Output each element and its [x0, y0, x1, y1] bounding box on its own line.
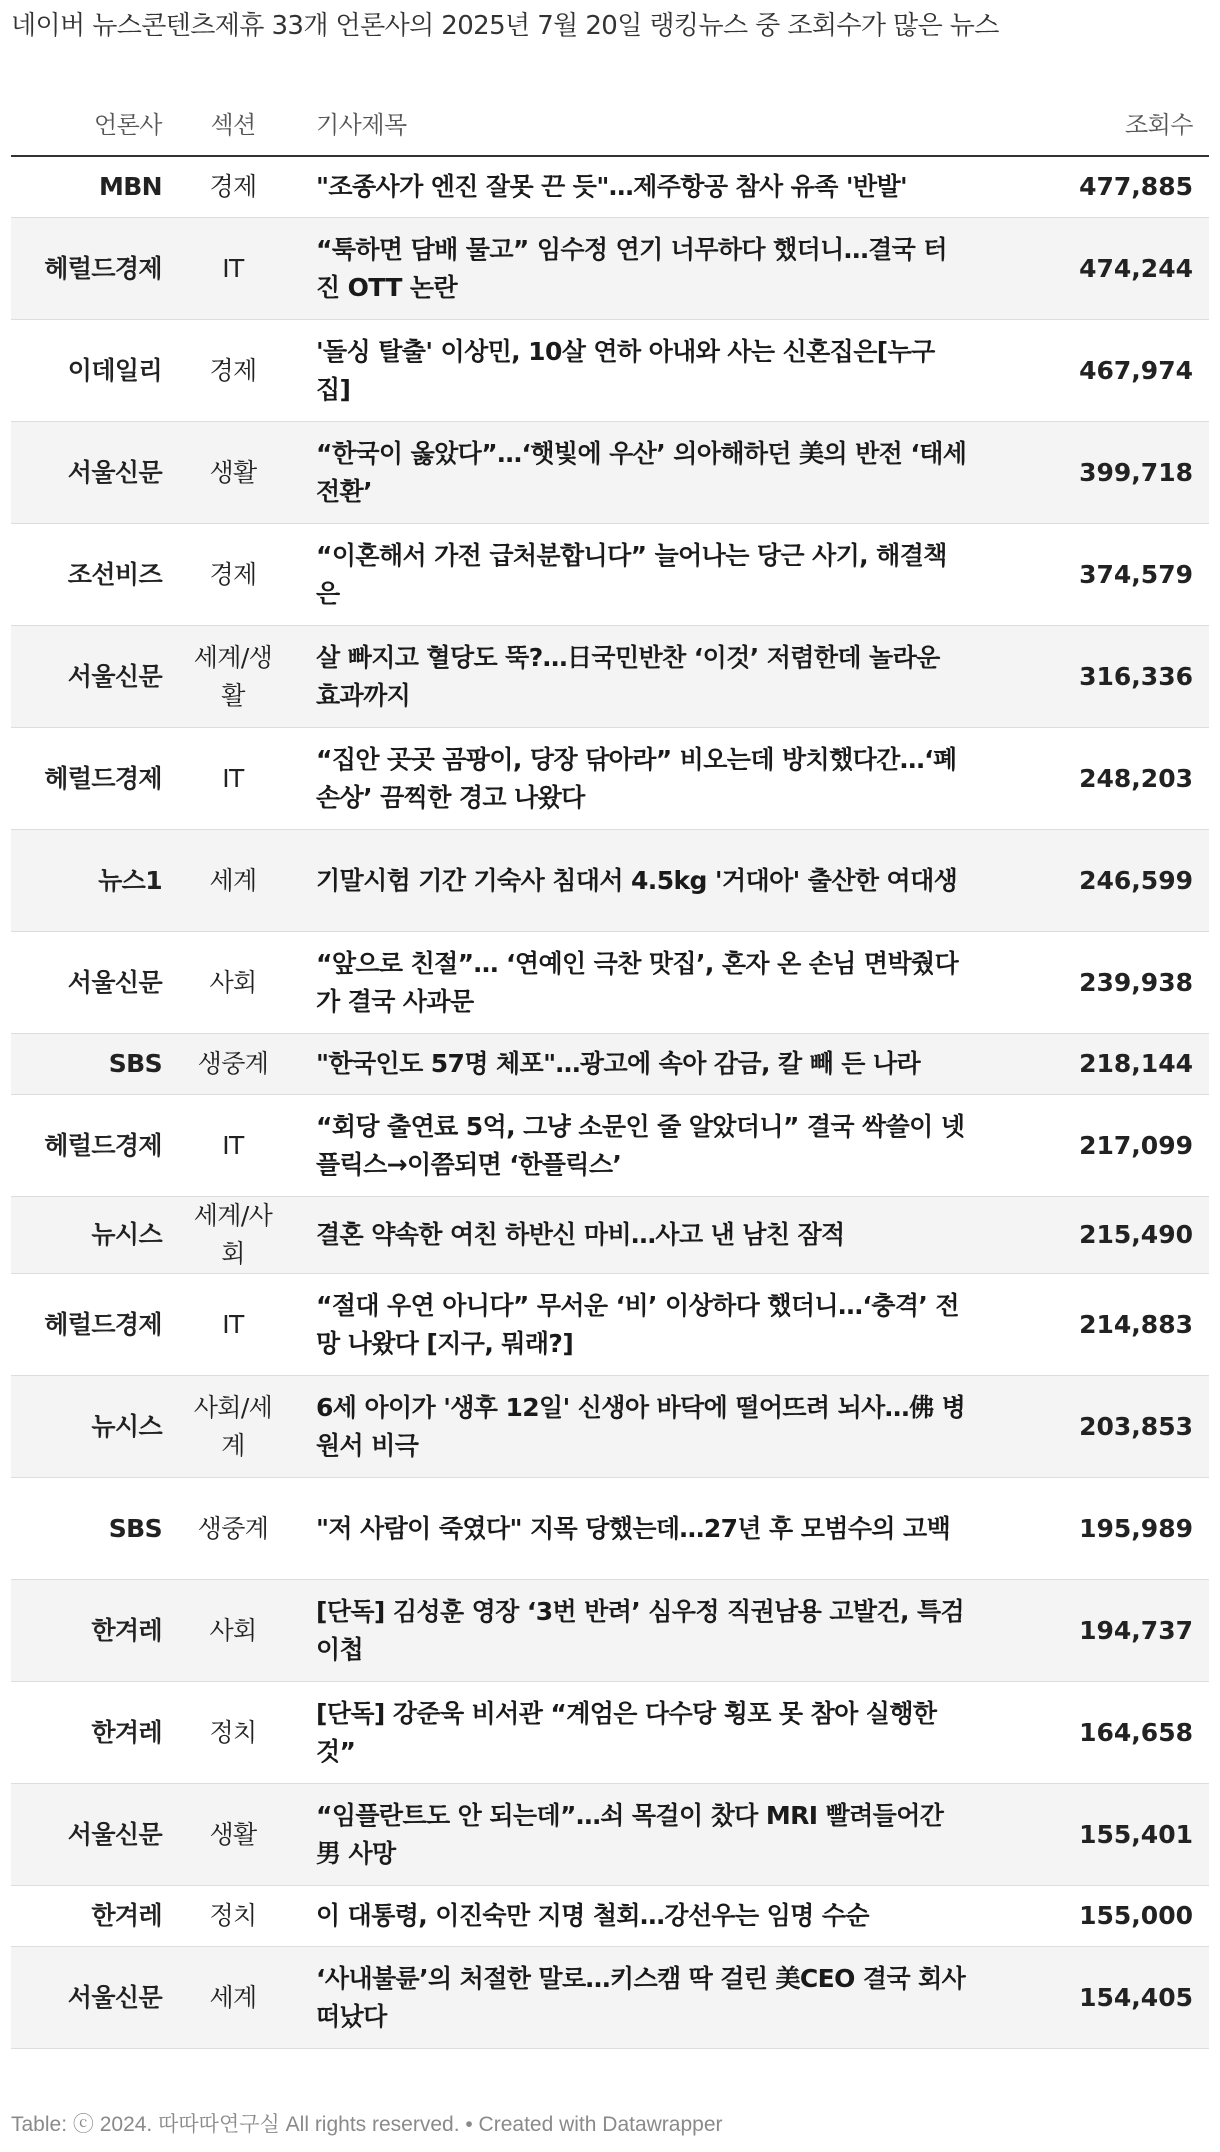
article-title-cell: "한국인도 57명 체포"…광고에 속아 감금, 칼 빼 든 나라: [288, 1034, 1019, 1095]
article-title-cell: 이 대통령, 이진숙만 지명 철회…강선우는 임명 수순: [288, 1886, 1019, 1947]
section-cell: 사회/세계: [178, 1376, 288, 1478]
table-row: [11, 1478, 1209, 1580]
views-cell: 246,599: [1019, 830, 1209, 932]
section-cell: 세계/사회: [178, 1197, 288, 1274]
article-title-cell: “임플란트도 안 되는데”…쇠 목걸이 찼다 MRI 빨려들어간 男 사망: [288, 1784, 1019, 1886]
table-body: [11, 156, 1209, 2049]
table-row: [11, 1274, 1209, 1376]
publisher-cell: 서울신문: [11, 422, 178, 524]
article-title-cell: “앞으로 친절”… ‘연예인 극찬 맛집’, 혼자 온 손님 면박줬다가 결국 사과문: [288, 932, 1019, 1034]
section-cell: 경제: [178, 320, 288, 422]
table-footer: Table: ⓒ 2024. 따따따연구실 All rights reserved. • Created with Datawrapper: [11, 2113, 723, 2136]
table-row: [11, 1095, 1209, 1197]
views-cell: 217,099: [1019, 1095, 1209, 1197]
table-row: [11, 1947, 1209, 2049]
views-cell: 467,974: [1019, 320, 1209, 422]
article-title-cell: 기말시험 기간 기숙사 침대서 4.5kg '거대아' 출산한 여대생: [288, 830, 1019, 932]
publisher-cell: SBS: [11, 1034, 178, 1095]
publisher-cell: 헤럴드경제: [11, 728, 178, 830]
views-cell: 239,938: [1019, 932, 1209, 1034]
section-cell: 정치: [178, 1682, 288, 1784]
table-row: [11, 524, 1209, 626]
article-title-cell: 결혼 약속한 여친 하반신 마비…사고 낸 남친 잠적: [288, 1197, 1019, 1274]
views-cell: 248,203: [1019, 728, 1209, 830]
table-row: [11, 1580, 1209, 1682]
publisher-cell: 이데일리: [11, 320, 178, 422]
section-cell: IT: [178, 218, 288, 320]
views-cell: 399,718: [1019, 422, 1209, 524]
section-cell: 경제: [178, 156, 288, 218]
section-cell: IT: [178, 1274, 288, 1376]
table-row: [11, 1886, 1209, 1947]
publisher-cell: 헤럴드경제: [11, 1095, 178, 1197]
publisher-cell: 헤럴드경제: [11, 218, 178, 320]
article-title-cell: “절대 우연 아니다” 무서운 ‘비’ 이상하다 했더니…‘충격’ 전망 나왔다 [지구, 뭐래?]: [288, 1274, 1019, 1376]
table-row: [11, 728, 1209, 830]
section-cell: 사회: [178, 932, 288, 1034]
section-cell: 사회: [178, 1580, 288, 1682]
article-title-cell: [단독] 강준욱 비서관 “계엄은 다수당 횡포 못 참아 실행한 것”: [288, 1682, 1019, 1784]
column-header-title[interactable]: 기사제목: [288, 90, 1019, 156]
article-title-cell: "조종사가 엔진 잘못 끈 듯"…제주항공 참사 유족 '반발': [288, 156, 1019, 218]
article-title-cell: "저 사람이 죽였다" 지목 당했는데…27년 후 모범수의 고백: [288, 1478, 1019, 1580]
table-row: [11, 156, 1209, 218]
views-cell: 316,336: [1019, 626, 1209, 728]
article-title-cell: [단독] 김성훈 영장 ‘3번 반려’ 심우정 직권남용 고발건, 특검 이첩: [288, 1580, 1019, 1682]
table-row: [11, 218, 1209, 320]
article-title-cell: “한국이 옳았다”…‘햇빛에 우산’ 의아해하던 美의 반전 ‘태세 전환’: [288, 422, 1019, 524]
publisher-cell: 서울신문: [11, 932, 178, 1034]
views-cell: 214,883: [1019, 1274, 1209, 1376]
table-row: [11, 1376, 1209, 1478]
views-cell: 474,244: [1019, 218, 1209, 320]
section-cell: 정치: [178, 1886, 288, 1947]
table-row: [11, 320, 1209, 422]
publisher-cell: 뉴시스: [11, 1197, 178, 1274]
section-cell: IT: [178, 728, 288, 830]
section-cell: 생활: [178, 1784, 288, 1886]
views-cell: 155,401: [1019, 1784, 1209, 1886]
publisher-cell: MBN: [11, 156, 178, 218]
publisher-cell: 한겨레: [11, 1580, 178, 1682]
section-cell: 세계: [178, 830, 288, 932]
publisher-cell: 조선비즈: [11, 524, 178, 626]
table-title: 네이버 뉴스콘텐츠제휴 33개 언론사의 2025년 7월 20일 랭킹뉴스 중 조회수가 많은 뉴스: [11, 11, 999, 41]
publisher-cell: 서울신문: [11, 1947, 178, 2049]
publisher-cell: 한겨레: [11, 1682, 178, 1784]
column-header-publisher[interactable]: 언론사: [11, 90, 178, 156]
article-title-cell: 6세 아이가 '생후 12일' 신생아 바닥에 떨어뜨려 뇌사…佛 병원서 비극: [288, 1376, 1019, 1478]
table-row: [11, 1682, 1209, 1784]
publisher-cell: 서울신문: [11, 626, 178, 728]
article-title-cell: ‘사내불륜’의 처절한 말로…키스캠 딱 걸린 美CEO 결국 회사 떠났다: [288, 1947, 1019, 2049]
article-title-cell: “툭하면 담배 물고” 임수정 연기 너무하다 했더니…결국 터진 OTT 논란: [288, 218, 1019, 320]
views-cell: 154,405: [1019, 1947, 1209, 2049]
article-title-cell: 살 빠지고 혈당도 뚝?…日국민반찬 ‘이것’ 저렴한데 놀라운 효과까지: [288, 626, 1019, 728]
views-cell: 203,853: [1019, 1376, 1209, 1478]
table-row: [11, 932, 1209, 1034]
column-header-views[interactable]: 조회수: [1019, 90, 1209, 156]
publisher-cell: SBS: [11, 1478, 178, 1580]
section-cell: 생중계: [178, 1034, 288, 1095]
views-cell: 215,490: [1019, 1197, 1209, 1274]
views-cell: 477,885: [1019, 156, 1209, 218]
table-row: [11, 1784, 1209, 1886]
views-cell: 194,737: [1019, 1580, 1209, 1682]
header-row: [11, 90, 1209, 156]
views-cell: 374,579: [1019, 524, 1209, 626]
ranking-news-table: [11, 90, 1209, 2049]
table-row: [11, 1197, 1209, 1274]
table-row: [11, 1034, 1209, 1095]
table-row: [11, 626, 1209, 728]
views-cell: 155,000: [1019, 1886, 1209, 1947]
publisher-cell: 헤럴드경제: [11, 1274, 178, 1376]
views-cell: 218,144: [1019, 1034, 1209, 1095]
views-cell: 164,658: [1019, 1682, 1209, 1784]
table-row: [11, 830, 1209, 932]
column-header-section[interactable]: 섹션: [178, 90, 288, 156]
table-row: [11, 422, 1209, 524]
publisher-cell: 서울신문: [11, 1784, 178, 1886]
section-cell: IT: [178, 1095, 288, 1197]
article-title-cell: “이혼해서 가전 급처분합니다” 늘어나는 당근 사기, 해결책은: [288, 524, 1019, 626]
views-cell: 195,989: [1019, 1478, 1209, 1580]
publisher-cell: 뉴스1: [11, 830, 178, 932]
article-title-cell: “집안 곳곳 곰팡이, 당장 닦아라” 비오는데 방치했다간…‘폐 손상’ 끔찍한 경고 나왔다: [288, 728, 1019, 830]
section-cell: 경제: [178, 524, 288, 626]
publisher-cell: 뉴시스: [11, 1376, 178, 1478]
section-cell: 생활: [178, 422, 288, 524]
section-cell: 세계/생활: [178, 626, 288, 728]
publisher-cell: 한겨레: [11, 1886, 178, 1947]
article-title-cell: “회당 출연료 5억, 그냥 소문인 줄 알았더니” 결국 싹쓸이 넷플릭스→이쯤되면 ‘한플릭스’: [288, 1095, 1019, 1197]
section-cell: 생중계: [178, 1478, 288, 1580]
section-cell: 세계: [178, 1947, 288, 2049]
article-title-cell: '돌싱 탈출' 이상민, 10살 연하 아내와 사는 신혼집은[누구집]: [288, 320, 1019, 422]
